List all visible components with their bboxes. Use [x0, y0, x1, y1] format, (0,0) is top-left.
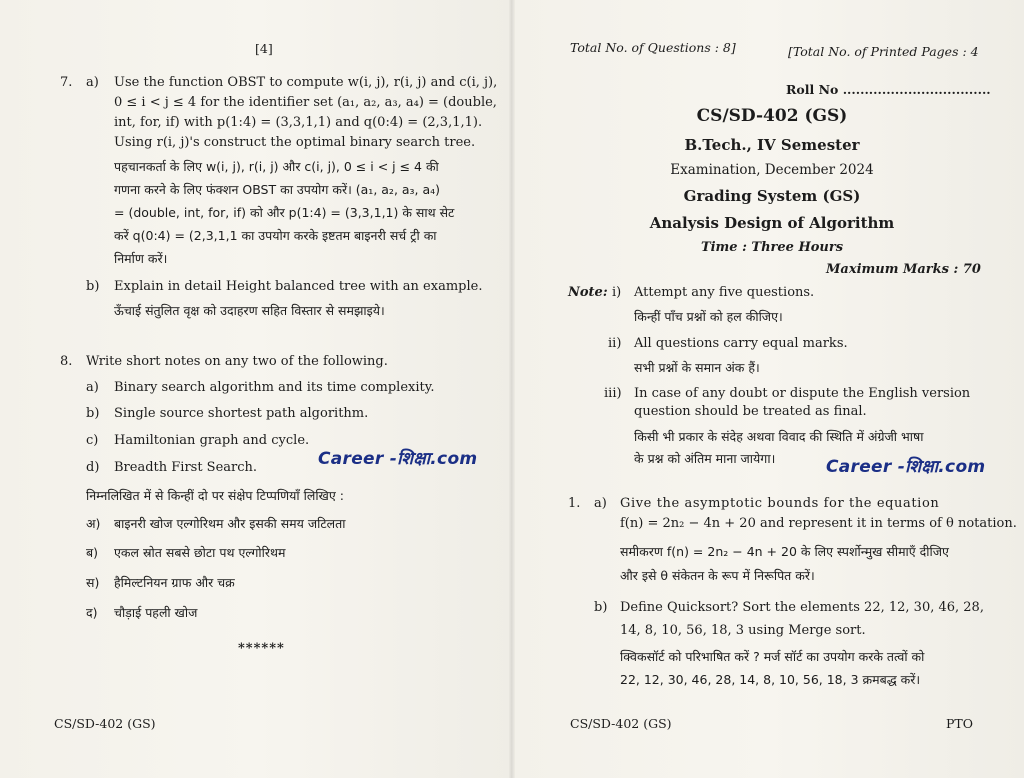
q7a-en-line: Using r(i, j)'s construct the optimal binary search tree. [114, 135, 476, 150]
watermark-right: Career -शिक्षा.com [826, 457, 986, 477]
note-hi: किसी भी प्रकार के संदेह अथवा विवाद की स्थिति में अंग्रेजी भाषा [634, 429, 924, 444]
q1b-en-line: Define Quicksort? Sort the elements 22, 12, 30, 46, 28, [620, 600, 984, 615]
q1a-label: a) [594, 496, 607, 511]
page-fold-shadow [509, 0, 515, 778]
watermark-left: Career -शिक्षा.com [318, 449, 478, 469]
note-number: i) [612, 285, 622, 300]
q7a-label: a) [86, 75, 99, 90]
q7a-hi-line: गणना करने के लिए फंक्शन OBST का उपयोग करें। (a₁, a₂, a₃, a₄) [114, 182, 441, 197]
q1b-en-line: 14, 8, 10, 56, 18, 3 using Merge sort. [620, 623, 866, 638]
q1a-hi-line: और इसे θ संकेतन के रूप में निरूपित करें। [620, 568, 815, 583]
note-hi: के प्रश्न को अंतिम माना जायेगा। [634, 451, 776, 466]
note-hi: सभी प्रश्नों के समान अंक हैं। [634, 360, 760, 375]
time: Time : Three Hours [700, 240, 844, 255]
q8-number: 8. [60, 354, 73, 369]
total-pages: [Total No. of Printed Pages : 4 [788, 44, 979, 59]
note-en: All questions carry equal marks. [634, 336, 848, 351]
note-number: ii) [608, 336, 622, 351]
q8-hi-item-text: चौड़ाई पहली खोज [114, 605, 198, 620]
q8-hi-intro: निम्नलिखित में से किन्हीं दो पर संक्षेप टिप्पणियाँ लिखिए : [86, 488, 344, 503]
q8-hi-item-label: अ) [86, 516, 101, 531]
note-label: Note: [568, 285, 608, 300]
note-en: In case of any doubt or dispute the English version [634, 386, 971, 401]
q8-hi-item-text: बाइनरी खोज एल्गोरिथम और इसकी समय जटिलता [114, 516, 346, 531]
q1b-label: b) [594, 600, 608, 615]
note-en: question should be treated as final. [634, 404, 867, 419]
q1b-hi-line: 22, 12, 30, 46, 28, 14, 8, 10, 56, 18, 3 क्रमबद्ध करें। [620, 672, 921, 687]
q7a-hi-line: निर्माण करें। [114, 251, 168, 266]
q7a-hi-line: करें q(0:4) = (2,3,1,1 का उपयोग करके इष्टतम बाइनरी सर्च ट्री का [114, 228, 437, 243]
subject: Analysis Design of Algorithm [649, 214, 895, 232]
q8-text: Write short notes on any two of the following. [86, 354, 388, 369]
q8-item-label: c) [86, 433, 99, 448]
total-questions: Total No. of Questions : 8] [570, 40, 736, 55]
q8-item-label: a) [86, 380, 99, 395]
q7b-label: b) [86, 279, 100, 294]
q7b-en: Explain in detail Height balanced tree with an example. [114, 279, 483, 294]
end-mark: ****** [238, 641, 285, 656]
q8-item-label: b) [86, 406, 100, 421]
note-number: iii) [604, 386, 622, 401]
q8-item-text: Binary search algorithm and its time complexity. [114, 380, 435, 395]
q1-number: 1. [568, 496, 581, 511]
page-number: [4] [255, 41, 273, 56]
q8-hi-item-label: द) [86, 605, 98, 620]
footer-code: CS/SD-402 (GS) [570, 716, 672, 731]
q7a-en-line: int, for, if) with p(1:4) = (3,3,1,1) and q(0:4) = (2,3,1,1). [114, 115, 483, 130]
note-hi: किन्हीं पाँच प्रश्नों को हल कीजिए। [634, 309, 783, 324]
q1a-en-line: Give the asymptotic bounds for the equation [620, 496, 940, 511]
q7a-hi-line: पहचानकर्ता के लिए w(i, j), r(i, j) और c(i, j), 0 ≤ i < j ≤ 4 की [114, 159, 439, 174]
footer-pto: PTO [946, 716, 973, 731]
note-en: Attempt any five questions. [634, 285, 815, 300]
q8-item-text: Single source shortest path algorithm. [114, 406, 369, 421]
roll-no: Roll No .................................. [786, 82, 991, 97]
q7a-en-line: Use the function OBST to compute w(i, j), r(i, j) and c(i, j), [114, 75, 498, 90]
footer-code: CS/SD-402 (GS) [54, 716, 156, 731]
q7a-en-line: 0 ≤ i < j ≤ 4 for the identifier set (a₁, a₂, a₃, a₄) = (double, [114, 95, 497, 110]
q1a-en-line: f(n) = 2n₂ − 4n + 20 and represent it in terms of θ notation. [620, 516, 1017, 531]
paper-code: CS/SD-402 (GS) [696, 106, 848, 126]
course: B.Tech., IV Semester [684, 136, 860, 154]
q7-number: 7. [60, 75, 73, 90]
q8-item-label: d) [86, 460, 100, 475]
q8-item-text: Breadth First Search. [114, 460, 258, 475]
q8-item-text: Hamiltonian graph and cycle. [114, 433, 310, 448]
q8-hi-item-text: हैमिल्टनियन ग्राफ और चक्र [114, 575, 235, 590]
q8-hi-item-label: स) [86, 575, 100, 590]
right-page [512, 0, 1024, 778]
q8-hi-item-text: एकल स्रोत सबसे छोटा पथ एल्गोरिथम [114, 545, 286, 560]
q1b-hi-line: क्विकसॉर्ट को परिभाषित करें ? मर्ज सॉर्ट का उपयोग करके तत्वों को [620, 649, 925, 664]
q7a-hi-line: = (double, int, for, if) को और p(1:4) = (3,3,1,1) के साथ सेट [114, 205, 455, 220]
q7b-hi: ऊँचाई संतुलित वृक्ष को उदाहरण सहित विस्तार से समझाइये। [114, 303, 385, 318]
q8-hi-item-label: ब) [86, 545, 99, 560]
exam: Examination, December 2024 [670, 162, 874, 178]
max-marks: Maximum Marks : 70 [826, 262, 981, 277]
grading-system: Grading System (GS) [683, 187, 861, 205]
q1a-hi-line: समीकरण f(n) = 2n₂ − 4n + 20 के लिए स्पर्शोन्मुख सीमाएँ दीजिए [620, 544, 949, 559]
